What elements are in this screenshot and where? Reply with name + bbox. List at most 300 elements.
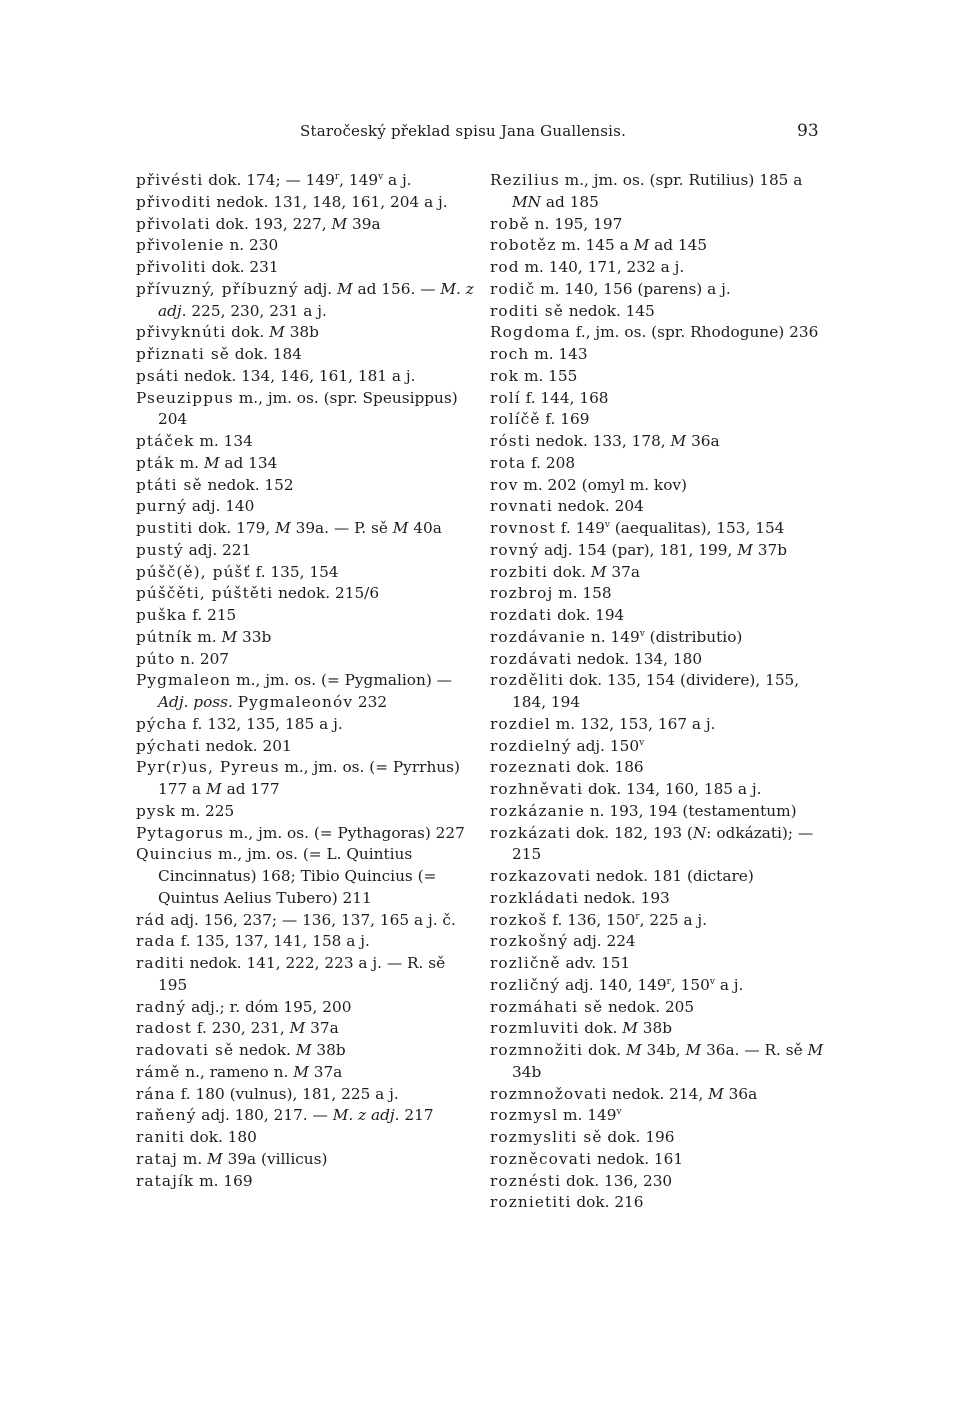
index-entry-puto bbox=[136, 649, 476, 671]
entry-text: M bbox=[293, 1062, 309, 1081]
index-entry-raniti bbox=[136, 1127, 476, 1149]
entry-text: n. 195, 197 bbox=[529, 214, 623, 233]
entry-text: a j. bbox=[714, 975, 744, 994]
entry-text: M bbox=[737, 540, 753, 559]
entry-superscript: r bbox=[334, 171, 340, 182]
entry-text: dok. 135, 154 (dividere), 155, 184, 194 bbox=[512, 671, 800, 711]
entry-text: m. 149 bbox=[558, 1106, 617, 1125]
entry-text: adj. 180, 217. — bbox=[196, 1106, 333, 1125]
entry-text: M bbox=[289, 1019, 306, 1038]
index-entry-pusc bbox=[136, 562, 476, 584]
index-entry-psati bbox=[136, 366, 476, 388]
entry-text: dok. 174; — 149 bbox=[203, 171, 335, 189]
entry-headword: roditi sě bbox=[490, 301, 564, 320]
entry-text: f. 135, 137, 141, 158 a j. bbox=[175, 932, 370, 951]
entry-text: adj. 224 bbox=[568, 932, 636, 951]
entry-headword: roznésti bbox=[490, 1171, 562, 1190]
entry-headword: rod bbox=[490, 258, 520, 276]
entry-text: adj. 156, 237; — 136, 137, 165 a j. č. bbox=[165, 910, 456, 929]
entry-headword: Pygmaleonóv bbox=[237, 693, 354, 711]
index-entry-rovnost bbox=[490, 518, 830, 540]
entry-headword: rozkoš bbox=[490, 910, 548, 929]
entry-superscript: v bbox=[378, 171, 384, 182]
entry-text: N bbox=[692, 823, 707, 842]
index-entry-roch bbox=[490, 344, 830, 366]
entry-headword: rolíčě bbox=[490, 410, 541, 429]
index-entry-rota bbox=[490, 453, 830, 475]
entry-text: m. bbox=[177, 1149, 208, 1168]
entry-superscript: v bbox=[604, 519, 610, 530]
entry-text: adj. 140, 149 bbox=[560, 975, 667, 994]
index-entry-rozdati bbox=[490, 605, 830, 627]
entry-headword: pýcha bbox=[136, 714, 188, 733]
entry-text: m. 140, 171, 232 a j. bbox=[519, 258, 685, 276]
entry-headword: pysk bbox=[136, 801, 176, 820]
entry-headword: Pytagorus bbox=[136, 823, 225, 842]
entry-text: M bbox=[590, 562, 607, 581]
entry-text: ad 145 bbox=[649, 236, 708, 255]
index-entry-rezilius bbox=[490, 170, 830, 214]
entry-headword: raditi bbox=[136, 954, 185, 972]
entry-text: ad 185 bbox=[541, 192, 599, 211]
entry-text: M bbox=[275, 519, 291, 537]
entry-text: M bbox=[633, 236, 650, 255]
entry-text: M bbox=[622, 1019, 638, 1038]
entry-text: M bbox=[670, 432, 687, 450]
index-entry-purny bbox=[136, 496, 476, 518]
entry-headword: robotěz bbox=[490, 236, 557, 255]
entry-text: 39a bbox=[347, 214, 381, 233]
index-entry-rozdavati bbox=[490, 649, 830, 671]
index-entry-rozdielny bbox=[490, 736, 830, 758]
entry-text: f. 169 bbox=[540, 410, 590, 429]
page-number: 93 bbox=[797, 121, 819, 141]
entry-headword: rósti bbox=[490, 432, 531, 450]
index-entry-rodic bbox=[490, 279, 830, 301]
entry-text: 36a bbox=[723, 1084, 758, 1103]
entry-text: 36a. — R. sě bbox=[701, 1041, 808, 1059]
entry-headword: rovnati bbox=[490, 497, 553, 516]
entry-text: dok. 196 bbox=[602, 1128, 675, 1146]
entry-headword: rozmysliti sě bbox=[490, 1128, 603, 1146]
index-entry-rozkazovati bbox=[490, 866, 830, 888]
entry-text: n., rameno n. bbox=[180, 1062, 294, 1081]
index-entry-raditi bbox=[136, 953, 476, 997]
index-entry-rozdiel bbox=[490, 714, 830, 736]
entry-text: adj. 154 (par), 181, 199, bbox=[539, 540, 738, 559]
entry-text: f. 208 bbox=[526, 453, 576, 472]
entry-text: 217 bbox=[399, 1106, 434, 1125]
entry-headword: radný bbox=[136, 997, 187, 1016]
entry-headword: rozličně bbox=[490, 954, 561, 972]
entry-text: 34b, bbox=[641, 1041, 686, 1059]
entry-headword: rada bbox=[136, 932, 176, 951]
entry-text: f. 144, 168 bbox=[520, 388, 609, 407]
entry-text: nedok. 201 bbox=[200, 736, 292, 755]
entry-text: dok. bbox=[548, 562, 591, 581]
entry-text: nedok. 134, 180 bbox=[572, 649, 703, 668]
entry-headword: rataj bbox=[136, 1149, 178, 1168]
index-entry-rozlicny bbox=[490, 975, 830, 997]
entry-text: M bbox=[207, 1149, 223, 1168]
entry-text: M bbox=[269, 323, 285, 342]
entry-headword: rodič bbox=[490, 279, 536, 298]
entry-text: 232 bbox=[353, 693, 388, 711]
entry-headword: purný bbox=[136, 497, 187, 516]
index-entry-privesti bbox=[136, 170, 476, 192]
index-entry-pychati bbox=[136, 736, 476, 758]
index-entry-roznesti bbox=[490, 1171, 830, 1193]
index-entry-pyrrus bbox=[136, 757, 476, 801]
entry-headword: rovný bbox=[490, 540, 540, 559]
entry-text: M bbox=[221, 627, 238, 646]
entry-headword: rozděliti bbox=[490, 671, 565, 690]
index-entry-privoditi bbox=[136, 192, 476, 214]
entry-text: n. 207 bbox=[175, 649, 230, 668]
index-entry-rod bbox=[490, 257, 830, 279]
entry-text: 39a (villicus) bbox=[222, 1149, 328, 1168]
index-entry-roli bbox=[490, 388, 830, 410]
entry-text: m. 140, 156 (parens) a j. bbox=[535, 279, 731, 298]
entry-headword: rozbiti bbox=[490, 562, 549, 581]
entry-text: nedok. 214, bbox=[607, 1084, 709, 1103]
entry-headword: rozdati bbox=[490, 606, 553, 624]
entry-text: 34b bbox=[512, 1062, 542, 1081]
entry-text: dok. 182, 193 ( bbox=[571, 823, 693, 842]
entry-text: nedok. bbox=[234, 1041, 296, 1059]
entry-headword: rolí bbox=[490, 388, 521, 407]
entry-text: , 150 bbox=[670, 975, 710, 994]
entry-text: M bbox=[336, 279, 353, 298]
entry-headword: přívuzný, příbuzný bbox=[136, 279, 299, 298]
entry-superscript: r bbox=[635, 911, 640, 922]
entry-headword: robě bbox=[490, 214, 530, 233]
entry-headword: rozličný bbox=[490, 975, 561, 994]
index-entry-rataj bbox=[136, 1149, 476, 1171]
entry-text: M bbox=[685, 1041, 702, 1059]
index-entry-rozhnevati bbox=[490, 779, 830, 801]
entry-text: m., jm. os. (= Pyrrhus) 177 a bbox=[158, 758, 460, 798]
entry-headword: Quincius bbox=[136, 845, 214, 864]
entry-text: dok. 180 bbox=[184, 1128, 257, 1146]
index-entry-quincius bbox=[136, 844, 476, 909]
entry-text: m. 134 bbox=[194, 432, 253, 450]
entry-text: nedok. 131, 148, 161, 204 a j. bbox=[211, 192, 448, 211]
entry-text: m., jm. os. (= Pygmalion) — bbox=[231, 671, 452, 690]
entry-headword: rozdávati bbox=[490, 649, 573, 668]
entry-text: dok. bbox=[583, 1041, 626, 1059]
entry-text: M bbox=[331, 214, 348, 233]
entry-text: f., jm. os. (spr. Rhodogune) 236 bbox=[570, 323, 819, 342]
entry-superscript: v bbox=[616, 1107, 622, 1118]
index-entry-ratajik bbox=[136, 1171, 476, 1193]
entry-headword: rok bbox=[490, 366, 520, 385]
index-entry-pygmaleon bbox=[136, 670, 476, 714]
index-entry-rozbiti bbox=[490, 562, 830, 584]
entry-headword: rov bbox=[490, 475, 519, 494]
entry-headword: Pseuzippus bbox=[136, 388, 234, 407]
entry-headword: rozbroj bbox=[490, 584, 554, 603]
entry-text: 38b bbox=[637, 1019, 673, 1038]
entry-text: m. 158 bbox=[553, 584, 612, 603]
entry-text: dok. 136, 230 bbox=[561, 1171, 673, 1190]
entry-text: f. 135, 154 bbox=[250, 562, 339, 581]
index-entry-rozmysl bbox=[490, 1105, 830, 1127]
entry-text: M bbox=[626, 1041, 642, 1059]
entry-headword: přivésti bbox=[136, 171, 204, 189]
entry-text: dok. 186 bbox=[571, 758, 644, 777]
entry-headword: roch bbox=[490, 345, 530, 363]
index-entry-rozdavanie bbox=[490, 627, 830, 649]
entry-text: n. 193, 194 (testamentum) bbox=[584, 801, 797, 820]
entry-text: dok. bbox=[579, 1019, 623, 1038]
entry-headword: Rezilius bbox=[490, 171, 560, 189]
entry-headword: pútník bbox=[136, 627, 193, 646]
entry-text: dok. 194 bbox=[552, 606, 625, 624]
entry-headword: rozkošný bbox=[490, 932, 569, 951]
entry-text: M. z adj. bbox=[332, 1106, 400, 1125]
index-entry-rozkazati bbox=[490, 823, 830, 867]
index-entry-privoliti bbox=[136, 257, 476, 279]
entry-text: (distributio) bbox=[644, 627, 743, 646]
index-entry-putnik bbox=[136, 627, 476, 649]
index-entry-roznietiti bbox=[490, 1192, 830, 1214]
entry-text: : odkázati); — 215 bbox=[512, 823, 814, 864]
entry-headword: ptáti sě bbox=[136, 475, 203, 494]
entry-text: 37a bbox=[308, 1062, 343, 1081]
entry-text: m. 202 (omyl m. kov) bbox=[518, 475, 688, 494]
index-entry-rov bbox=[490, 475, 830, 497]
index-column-left bbox=[136, 170, 476, 1192]
entry-text: M bbox=[708, 1084, 724, 1103]
index-entry-rozkosny bbox=[490, 931, 830, 953]
entry-text: 38b bbox=[284, 323, 319, 342]
entry-text: nedok. 204 bbox=[552, 497, 644, 516]
index-entry-puscoti bbox=[136, 583, 476, 605]
entry-headword: přiznati sě bbox=[136, 345, 230, 363]
entry-headword: rozmluviti bbox=[490, 1019, 580, 1038]
entry-text: 36a bbox=[686, 432, 720, 450]
entry-text: 37a bbox=[606, 562, 640, 581]
entry-headword: přivyknúti bbox=[136, 323, 227, 342]
index-entry-rozlicne bbox=[490, 953, 830, 975]
entry-text: dok. 184 bbox=[229, 345, 302, 363]
entry-text: f. 230, 231, bbox=[192, 1019, 290, 1038]
index-entry-privuzny bbox=[136, 279, 476, 323]
index-entry-rame bbox=[136, 1062, 476, 1084]
entry-headword: rozmnožovati bbox=[490, 1084, 608, 1103]
entry-text: m. 143 bbox=[529, 345, 588, 363]
entry-headword: ptáček bbox=[136, 432, 195, 450]
entry-text: nedok. 141, 222, 223 a j. — R. sě 195 bbox=[158, 954, 446, 994]
entry-text: 40a bbox=[408, 519, 442, 537]
index-entry-rovny bbox=[490, 540, 830, 562]
entry-headword: rovnost bbox=[490, 519, 556, 537]
entry-text: m. 225 bbox=[175, 801, 235, 820]
entry-headword: Rogdoma bbox=[490, 323, 571, 342]
index-entry-pseuzippus bbox=[136, 388, 476, 432]
index-entry-puska bbox=[136, 605, 476, 627]
entry-text: 37b bbox=[752, 540, 787, 559]
entry-text: m., jm. os. (= L. Quintius Cincinnatus) 168; Tibio Quincius (= Quintus Aelius Tubero) 211 bbox=[158, 845, 437, 907]
entry-text: , 225 a j. bbox=[639, 910, 708, 929]
entry-superscript: v bbox=[639, 737, 645, 748]
entry-headword: pták bbox=[136, 453, 175, 472]
index-entry-rozmnoziti bbox=[490, 1040, 830, 1084]
index-entry-roditi bbox=[490, 301, 830, 323]
index-entry-ptati bbox=[136, 475, 476, 497]
index-entry-radost bbox=[136, 1018, 476, 1040]
entry-text: n. 149 bbox=[586, 627, 640, 646]
index-entry-rana bbox=[136, 1084, 476, 1106]
index-entry-rozmluviti bbox=[490, 1018, 830, 1040]
entry-headword: přivolati bbox=[136, 214, 211, 233]
index-entry-rozmahati bbox=[490, 997, 830, 1019]
entry-text: nedok. 145 bbox=[563, 301, 655, 320]
entry-text: 225, 230, 231 a j. bbox=[186, 301, 327, 320]
entry-text: m. 145 a bbox=[556, 236, 634, 255]
index-entry-rozdeliti bbox=[490, 670, 830, 714]
entry-headword: rota bbox=[490, 453, 527, 472]
entry-text: m., jm. os. (spr. Rutilius) 185 a bbox=[559, 171, 803, 189]
entry-text: nedok. 215/6 bbox=[273, 584, 380, 603]
entry-superscript: r bbox=[666, 976, 671, 987]
entry-text: M bbox=[206, 780, 222, 798]
entry-headword: rozdielný bbox=[490, 736, 572, 755]
entry-headword: ratajík bbox=[136, 1171, 195, 1190]
entry-headword: pustiti bbox=[136, 519, 194, 537]
index-entry-rozmnozovati bbox=[490, 1084, 830, 1106]
entry-text: M bbox=[295, 1041, 312, 1059]
index-entry-raneny bbox=[136, 1105, 476, 1127]
entry-text: dok. 193, 227, bbox=[210, 214, 332, 233]
entry-headword: rozmnožiti bbox=[490, 1041, 584, 1059]
entry-text: adj.; r. dóm 195, 200 bbox=[186, 997, 352, 1016]
index-entry-priznati bbox=[136, 344, 476, 366]
entry-text: f. 132, 135, 185 a j. bbox=[187, 714, 343, 733]
entry-text: nedok. 134, 146, 161, 181 a j. bbox=[179, 366, 416, 385]
entry-text: dok. 134, 160, 185 a j. bbox=[583, 780, 762, 798]
index-entry-privolenie bbox=[136, 235, 476, 257]
entry-text: 38b bbox=[311, 1041, 346, 1059]
index-entry-radny bbox=[136, 997, 476, 1019]
entry-text: ad 156. — bbox=[352, 279, 441, 298]
entry-headword: rozkázanie bbox=[490, 801, 585, 820]
entry-text: m. 155 bbox=[519, 366, 578, 385]
entry-text: nedok. 161 bbox=[592, 1149, 684, 1168]
index-entry-rolice bbox=[490, 409, 830, 431]
entry-text: a j. bbox=[383, 171, 412, 189]
entry-headword: Pyr(r)us, Pyreus bbox=[136, 758, 280, 777]
entry-headword: Pygmaleon bbox=[136, 671, 232, 690]
index-entry-ptacek bbox=[136, 431, 476, 453]
entry-headword: rozkázati bbox=[490, 823, 572, 842]
entry-text: MN bbox=[512, 192, 542, 211]
entry-text: adv. 151 bbox=[560, 954, 631, 972]
entry-text: Adj. poss. bbox=[158, 693, 233, 711]
index-entry-ptak bbox=[136, 453, 476, 475]
entry-headword: púto bbox=[136, 649, 176, 668]
entry-headword: rád bbox=[136, 910, 166, 929]
entry-headword: rozdiel bbox=[490, 714, 551, 733]
index-entry-rozkos bbox=[490, 910, 830, 932]
index-entry-rad bbox=[136, 910, 476, 932]
entry-text: dok. 179, bbox=[193, 519, 276, 537]
index-entry-robotez bbox=[490, 235, 830, 257]
entry-headword: rozmáhati sě bbox=[490, 997, 604, 1016]
index-entry-rozkazanie bbox=[490, 801, 830, 823]
entry-headword: rozdávanie bbox=[490, 627, 587, 646]
entry-headword: rozhněvati bbox=[490, 780, 584, 798]
entry-text: ad 177 bbox=[221, 780, 280, 798]
entry-headword: přivoditi bbox=[136, 192, 212, 211]
entry-text: n. 230 bbox=[224, 236, 279, 255]
entry-superscript: v bbox=[639, 628, 645, 639]
entry-text: M bbox=[807, 1041, 824, 1059]
index-entry-rozkladati bbox=[490, 888, 830, 910]
entry-text: nedok. 193 bbox=[578, 888, 670, 907]
entry-text: m. bbox=[192, 627, 222, 646]
index-entry-pycha bbox=[136, 714, 476, 736]
entry-text: M bbox=[392, 519, 409, 537]
running-head: Staročeský překlad spisu Jana Guallensis. bbox=[300, 122, 627, 140]
entry-text: adj. 140 bbox=[186, 497, 255, 516]
index-entry-pysk bbox=[136, 801, 476, 823]
entry-headword: puška bbox=[136, 606, 188, 624]
entry-text: f. 149 bbox=[555, 519, 605, 537]
entry-text: dok. 231 bbox=[206, 258, 279, 276]
index-column-right bbox=[490, 170, 830, 1214]
entry-headword: rána bbox=[136, 1084, 176, 1103]
entry-text: 39a. — P. sě bbox=[290, 519, 393, 537]
entry-text: 33b bbox=[237, 627, 272, 646]
entry-text: 37a bbox=[305, 1019, 339, 1038]
entry-text: nedok. 152 bbox=[202, 475, 294, 494]
entry-text: f. 180 (vulnus), 181, 225 a j. bbox=[175, 1084, 399, 1103]
entry-headword: raňený bbox=[136, 1106, 197, 1125]
entry-text: nedok. 181 (dictare) bbox=[591, 867, 754, 885]
entry-headword: přivolenie bbox=[136, 236, 225, 255]
entry-headword: radovati sě bbox=[136, 1041, 235, 1059]
index-entry-rozmysliti bbox=[490, 1127, 830, 1149]
index-entry-pytagorus bbox=[136, 823, 476, 845]
entry-text: f. 136, 150 bbox=[547, 910, 636, 929]
entry-text: adj. bbox=[298, 279, 337, 298]
entry-text: adj. 221 bbox=[183, 540, 252, 559]
entry-headword: rozkazovati bbox=[490, 867, 592, 885]
entry-text: m., jm. os. (spr. Speusippus) 204 bbox=[158, 388, 458, 429]
entry-text: dok. bbox=[226, 323, 270, 342]
index-entry-rok bbox=[490, 366, 830, 388]
index-entry-privyknuti bbox=[136, 322, 476, 344]
entry-headword: rozeznati bbox=[490, 758, 572, 777]
entry-text: dok. 216 bbox=[571, 1193, 644, 1212]
index-entry-pusty bbox=[136, 540, 476, 562]
index-entry-roznecovati bbox=[490, 1149, 830, 1171]
entry-text: nedok. 205 bbox=[603, 997, 695, 1016]
entry-headword: pustý bbox=[136, 540, 184, 559]
index-entry-rovnati bbox=[490, 496, 830, 518]
entry-text: f. 215 bbox=[187, 606, 237, 624]
entry-headword: rozkládati bbox=[490, 888, 579, 907]
index-entry-rada bbox=[136, 931, 476, 953]
index-entry-rosti bbox=[490, 431, 830, 453]
entry-headword: púšč(ě), púšť bbox=[136, 562, 251, 581]
entry-headword: rozněcovati bbox=[490, 1149, 593, 1168]
entry-superscript: v bbox=[709, 976, 715, 987]
entry-text: M. z adj. bbox=[158, 279, 474, 320]
entry-text: , 149 bbox=[339, 171, 379, 189]
